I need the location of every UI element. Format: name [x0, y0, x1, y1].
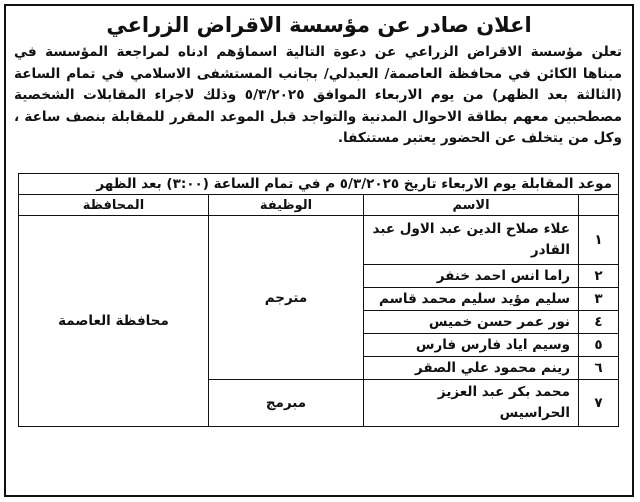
header-job: الوظيفة	[209, 195, 364, 216]
announcement-frame	[4, 4, 634, 497]
governorate-capital: محافظة العاصمة	[18, 216, 208, 427]
candidate-name: علاء صلاح الدين عبد الاول عبد القادر	[364, 216, 579, 265]
candidate-name: محمد بكر عبد العزيز الحراسيس	[364, 380, 579, 427]
interview-schedule: موعد المقابلة يوم الاربعاء تاريخ ٥/٣/٢٠٢٥ م في تمام الساعة (٣:٠٠) بعد الظهر	[18, 174, 618, 195]
candidate-name: وسيم اياد فارس فارس	[364, 334, 579, 357]
candidate-name: رينم محمود علي الصقر	[364, 357, 579, 380]
row-number: ٧	[579, 380, 619, 427]
row-number: ٦	[579, 357, 619, 380]
row-number: ٤	[579, 311, 619, 334]
header-name: الاسم	[364, 195, 579, 216]
announcement-title: اعلان صادر عن مؤسسة الاقراض الزراعي	[106, 13, 532, 37]
candidates-table	[18, 173, 619, 427]
row-number: ٢	[579, 265, 619, 288]
candidate-name: راما انس احمد خنفر	[364, 265, 579, 288]
header-governorate: المحافظة	[18, 195, 208, 216]
candidate-name: سليم مؤيد سليم محمد قاسم	[364, 288, 579, 311]
row-number: ١	[579, 216, 619, 265]
candidate-name: نور عمر حسن خميس	[364, 311, 579, 334]
table-row	[18, 216, 618, 265]
header-number	[579, 195, 619, 216]
row-number: ٥	[579, 334, 619, 357]
row-number: ٣	[579, 288, 619, 311]
announcement-body: تعلن مؤسسة الاقراض الزراعي عن دعوة التالية اسماؤهم ادناه لمراجعة المؤسسة في مبناها الكائن في محافظة العاصمة/ العبدلي/ بجانب المستشفى الاسلامي في تمام الساعة (الثالثة بعد الظهر) من يوم الاربعاء الموافق ٥/٣/٢٠٢٥ وذلك لاجراء المقابلات الشخصية مصطحبين معهم بطاقة الاحوال المدنية والتواجد قبل الموعد المقرر للمقابلة بنصف ساعة ، وكل من يتخلف عن الحضور يعتبر مستنكفا.	[14, 44, 622, 146]
job-programmer: مبرمج	[209, 380, 364, 427]
job-translator: مترجم	[209, 216, 364, 380]
